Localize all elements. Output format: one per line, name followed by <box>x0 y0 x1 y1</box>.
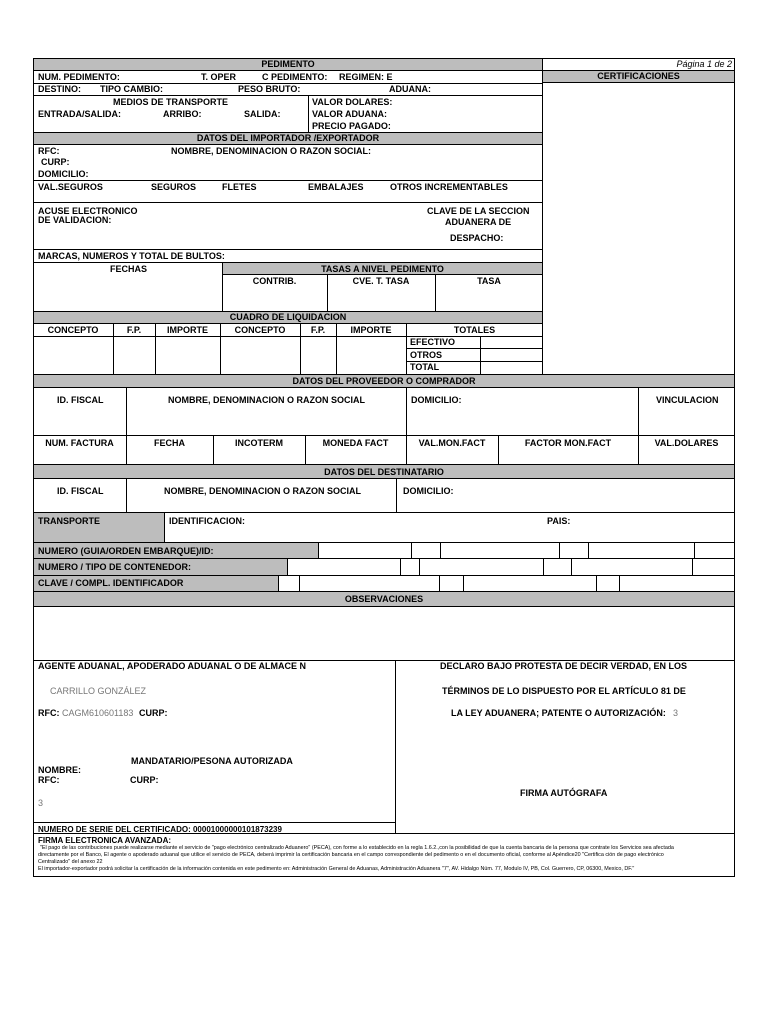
prov-val-mon-fact: VAL.MON.FACT <box>418 438 486 448</box>
valor-aduana-label: VALOR ADUANA: <box>312 109 387 119</box>
mandatario-nombre-label: NOMBRE: <box>38 765 81 775</box>
arribo-label: ARRIBO: <box>163 109 202 119</box>
certificaciones-title: CERTIFICACIONES <box>597 71 680 81</box>
prov-incoterm: INCOTERM <box>235 438 283 448</box>
prov-val-dolares: VAL.DOLARES <box>654 438 719 448</box>
importador-title: DATOS DEL IMPORTADOR /EXPORTADOR <box>196 133 380 143</box>
aduana-label: ADUANA: <box>389 84 431 94</box>
proveedor-title: DATOS DEL PROVEEDOR O COMPRADOR <box>292 376 476 386</box>
tasa-label: TASA <box>477 276 501 286</box>
num-pedimento-label: NUM. PEDIMENTO: <box>38 72 120 82</box>
seguros-label: SEGUROS <box>151 182 197 192</box>
pais-label: PAIS: <box>547 516 571 526</box>
medios-transporte-label: MEDIOS DE TRANSPORTE <box>113 97 229 107</box>
identificacion-cell <box>164 512 735 543</box>
otros-incrementables-label: OTROS INCREMENTABLES <box>390 182 508 192</box>
clave-compl-values <box>278 575 735 592</box>
acuse-label-2: DE VALIDACION: <box>38 215 112 225</box>
observaciones-box <box>33 606 735 661</box>
liq-fp-1: F.P. <box>126 325 142 335</box>
clave-seccion-label-2: ADUANERA DE <box>445 217 512 227</box>
t-oper-label: T. OPER <box>201 72 237 82</box>
dest-domicilio: DOMICILIO: <box>403 486 454 496</box>
numero-guia-values <box>318 542 735 559</box>
page-number: Página 1 de 2 <box>676 59 732 69</box>
importador-rfc-label: RFC: <box>38 146 60 156</box>
liq-totales: TOTALES <box>453 325 496 335</box>
marcas-label: MARCAS, NUMEROS Y TOTAL DE BULTOS: <box>38 251 225 261</box>
prov-id-fiscal: ID. FISCAL <box>57 395 104 405</box>
liq-total: TOTAL <box>410 362 440 372</box>
prov-nombre: NOMBRE, DENOMINACION O RAZON SOCIAL <box>168 395 365 405</box>
liq-importe-2: IMPORTE <box>350 325 392 335</box>
agente-rfc-label: RFC: <box>38 708 60 718</box>
c-pedimento-label: C PEDIMENTO: <box>262 72 328 82</box>
tipo-cambio-label: TIPO CAMBIO: <box>100 84 163 94</box>
clave-seccion-label-1: CLAVE DE LA SECCION <box>427 206 530 216</box>
fletes-label: FLETES <box>222 182 257 192</box>
liq-concepto-2: CONCEPTO <box>234 325 286 335</box>
contrib-label: CONTRIB. <box>252 276 297 286</box>
prov-factor-mon-fact: FACTOR MON.FACT <box>524 438 612 448</box>
pedimento-title: PEDIMENTO <box>261 59 315 69</box>
numero-guia-label: NUMERO (GUIA/ORDEN EMBARQUE)/ID: <box>38 546 214 556</box>
numero-contenedor-values <box>287 558 735 576</box>
declaro-line-3: LA LEY ADUANERA; PATENTE O AUTORIZACIÓN: <box>451 708 666 718</box>
liq-efectivo: EFECTIVO <box>410 337 456 347</box>
regimen-label: REGIMEN: E <box>339 72 393 82</box>
patente-value: 3 <box>673 708 679 718</box>
tasas-title: TASAS A NIVEL PEDIMENTO <box>321 264 444 274</box>
transporte-label: TRANSPORTE <box>38 516 101 526</box>
declaro-line-2: TÉRMINOS DE LO DISPUESTO POR EL ARTÍCULO 81 DE <box>442 686 686 696</box>
prov-domicilio: DOMICILIO: <box>411 395 462 405</box>
liquidacion-title: CUADRO DE LIQUIDACION <box>229 312 347 322</box>
clave-seccion-label-3: DESPACHO: <box>450 233 504 243</box>
val-seguros-label: VAL.SEGUROS <box>38 182 103 192</box>
clave-compl-label: CLAVE / COMPL. IDENTIFICADOR <box>38 578 184 588</box>
prov-moneda-fact: MONEDA FACT <box>322 438 389 448</box>
destinatario-title: DATOS DEL DESTINATARIO <box>324 467 444 477</box>
mandatario-rfc-label: RFC: <box>38 775 60 785</box>
firma-electronica: FIRMA ELECTRONICA AVANZADA: <box>38 836 172 845</box>
agente-num: 3 <box>38 798 44 808</box>
footer-note-1: "El pago de las contribuciones puede realizarse mediante el servicio de "pago electrónico centralizado Aduanero" (PECA), con forme a lo establecido en la regla 1.6.2.,con la posibilidad de que la cuenta bancaria de la persona que contrate los Servicios sea afectada <box>40 845 674 851</box>
numero-serie: NUMERO DE SERIE DEL CERTIFICADO: 00001000000101873239 <box>38 825 282 834</box>
certificaciones-area <box>542 82 735 375</box>
numero-contenedor-label: NUMERO / TIPO DE CONTENEDOR: <box>38 562 192 572</box>
mandatario-curp-label: CURP: <box>130 775 159 785</box>
prov-fecha: FECHA <box>154 438 185 448</box>
agente-rfc-value: CAGM610601183 <box>62 708 134 718</box>
liq-concepto-1: CONCEPTO <box>47 325 99 335</box>
observaciones-title: OBSERVACIONES <box>344 594 424 604</box>
proveedor-box <box>33 387 735 465</box>
entrada-salida-label: ENTRADA/SALIDA: <box>38 109 121 119</box>
importador-domicilio-label: DOMICILIO: <box>38 169 89 179</box>
agente-name: CARRILLO GONZÁLEZ <box>50 686 147 696</box>
fechas-label: FECHAS <box>110 264 148 274</box>
precio-pagado-label: PRECIO PAGADO: <box>312 121 391 131</box>
liq-fp-2: F.P. <box>310 325 326 335</box>
liq-otros: OTROS <box>410 350 443 360</box>
destino-label: DESTINO: <box>38 84 82 94</box>
prov-num-factura: NUM. FACTURA <box>45 438 114 448</box>
embalajes-label: EMBALAJES <box>308 182 364 192</box>
destinatario-box <box>33 478 735 513</box>
peso-bruto-label: PESO BRUTO: <box>238 84 301 94</box>
firma-autografa: FIRMA AUTÓGRAFA <box>520 788 608 798</box>
importador-box <box>33 144 543 263</box>
acuse-label-1: ACUSE ELECTRONICO <box>38 206 138 216</box>
cve-t-tasa-label: CVE. T. TASA <box>352 276 410 286</box>
footer-note-4: El importador-exportador podrá solicitar la certificación de la información contenida en este pedimento en: Administración General de Aduanas, Administración Aduanera "7", AV. Hidalgo Núm. 77, Modulo IV, PB, Col. Guerrero, CP, 06300, Mexico, DF." <box>38 866 635 872</box>
salida-label: SALIDA: <box>244 109 281 119</box>
declaro-line-1: DECLARO BAJO PROTESTA DE DECIR VERDAD, EN LOS <box>440 661 688 671</box>
dest-id-fiscal: ID. FISCAL <box>57 486 104 496</box>
agente-curp-label: CURP: <box>139 708 168 718</box>
valor-dolares-label: VALOR DOLARES: <box>312 97 393 107</box>
liq-importe-1: IMPORTE <box>166 325 208 335</box>
importador-nombre-label: NOMBRE, DENOMINACION O RAZON SOCIAL: <box>171 146 371 156</box>
footer-note-3: Centralizado" del anexo 22 <box>38 859 103 865</box>
agente-title: AGENTE ADUANAL, APODERADO ADUANAL O DE ALMACE N <box>38 661 307 671</box>
mandatario-label: MANDATARIO/PESONA AUTORIZADA <box>131 756 293 766</box>
footer-note-2: directamente por el Banco, El agente o apoderado aduanal que utilice el servicio de PECA, deberá imprimir la certificación bancaria en el campo correspondiente del pedimento o en el documento oficial, conforme al Apéndice20 "Certifica ción de pago electrónico <box>38 852 664 858</box>
prov-vinculacion: VINCULACION <box>656 395 719 405</box>
identificacion-label: IDENTIFICACION: <box>169 516 245 526</box>
importador-curp-label: CURP: <box>41 157 70 167</box>
dest-nombre: NOMBRE, DENOMINACION O RAZON SOCIAL <box>164 486 361 496</box>
